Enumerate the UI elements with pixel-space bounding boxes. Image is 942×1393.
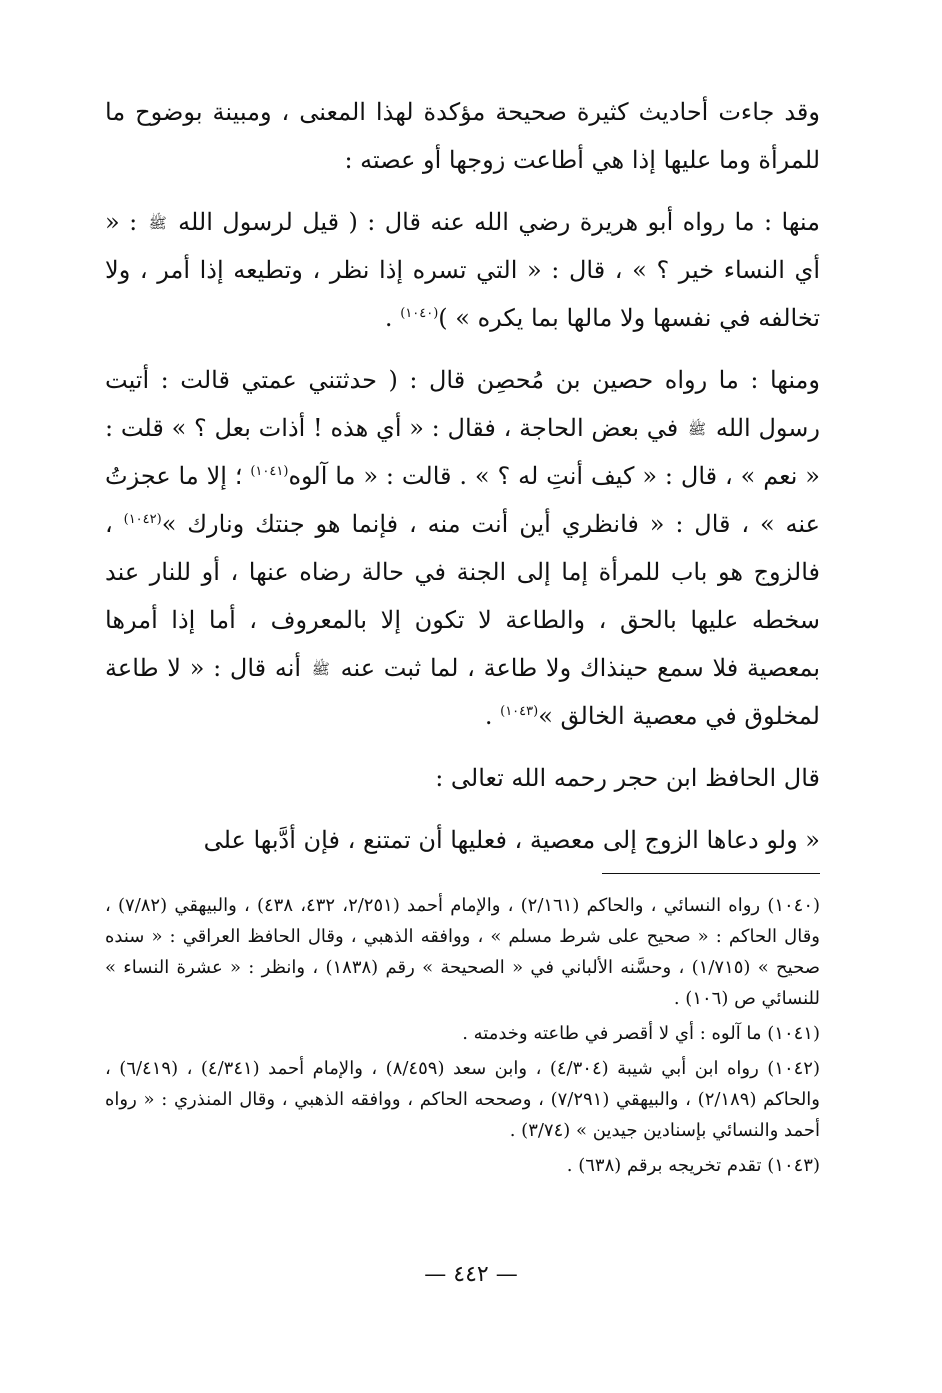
footnote-1042: (١٠٤٢) رواه ابن أبي شيبة (٤/٣٠٤) ، وابن سعد (٨/٤٥٩) ، والإمام أحمد (٤/٣٤١) ، (٦/٤١٩) ، والحاكم (٢/١٨٩) ، والبيهقي (٧/٢٩١) ، وصححه الحاكم ، ووافقه الذهبي ، وقال المنذري : « رواه أحمد والنسائي بإسنادين جيدين » (٣/٧٤) . [105, 1058, 820, 1141]
hadith-text: ومنها : ما رواه حصين بن مُحصِن قال : ( حدثتني عمتي قالت : أتيت رسول الله [105, 366, 821, 442]
footnote-ref: (١٠٤٣) [500, 704, 539, 719]
footnote-ref: (١٠٤٢) [123, 512, 162, 527]
paragraph-ibn-hajar-intro: قال الحافظ ابن حجر رحمه الله تعالى : [435, 764, 820, 792]
paragraph-hadith-husain [105, 356, 820, 740]
footnote-1040: (١٠٤٠) رواه النسائي ، والحاكم (٢/١٦١) ، والإمام أحمد (٢/٢٥١، ٤٣٢، ٤٣٨) ، والبيهقي (٧/٨٢) ، وقال الحاكم : « صحيح على شرط مسلم » ، ووافقه الذهبي ، وقال الحافظ العراقي : « سنده صحيح » (١/٧١٥) ، وحسَّنه الألباني في « الصحيحة » رقم (١٨٣٨) ، وانظر : « عشرة النساء » للنسائي ص (١٠٦) . [105, 895, 821, 1009]
hadith-text: في بعض الحاجة ، فقال : « أي هذه ! أذات بعل ؟ » قلت : « نعم » ، قال : « كيف أنتِ له ؟ » . قالت : « ما آلوه [105, 414, 820, 490]
main-text [105, 88, 820, 878]
footnote-ref: (١٠٤٠) [400, 306, 439, 321]
footnote-1043: (١٠٤٣) تقدم تخريجه برقم (٦٣٨) . [566, 1155, 820, 1176]
hadith-text: أنه قال : « لا طاعة لمخلوق في معصية الخالق » [105, 654, 820, 730]
paragraph-hadith-abu-hurairah [105, 198, 820, 342]
salawat-glyph: ﷺ [311, 660, 330, 678]
page-number: — ٤٤٢ — [424, 1262, 518, 1287]
hadith-text: منها : ما رواه أبو هريرة رضي الله عنه قال : ( قيل لرسول الله [178, 208, 820, 236]
hadith-text: : « أي النساء خير ؟ » ، قال : « التي تسره إذا نظر ، وتطيعه إذا أمر ، ولا تخالفه في نفسها ولا مالها بما يكره » ) [105, 208, 820, 332]
salawat-glyph: ﷺ [148, 214, 167, 232]
footnotes [105, 890, 820, 1185]
hadith-text: ؛ إلا ما عجزتُ عنه » ، قال : « فانظري أين أنت منه ، فإنما هو جنتك ونارك » [105, 462, 820, 538]
sentence-end: . [484, 702, 501, 730]
salawat-glyph: ﷺ [688, 420, 707, 438]
paragraph-intro: وقد جاءت أحاديث كثيرة صحيحة مؤكدة لهذا المعنى ، ومبينة بوضوح ما للمرأة وما عليها إذا هي أطاعت زوجها أو عصته : [105, 98, 820, 174]
commentary-text: ، فالزوج هو باب للمرأة إما إلى الجنة في حالة رضاه عنها ، أو للنار عند سخطه عليها بالحق ، والطاعة لا تكون إلا بالمعروف ، أما إذا أمرها بمعصية فلا سمع حينذاك ولا طاعة ، لما ثبت عنه [105, 510, 820, 682]
footnote-ref: (١٠٤١) [250, 464, 289, 479]
sentence-end: . [384, 304, 401, 332]
footnote-1041: (١٠٤١) ما آلوه : أي لا أقصر في طاعته وخدمته . [462, 1023, 820, 1044]
footnote-separator [602, 873, 820, 874]
paragraph-quote-start: « ولو دعاها الزوج إلى معصية ، فعليها أن تمتنع ، فإن أدَّبها على [203, 826, 820, 854]
